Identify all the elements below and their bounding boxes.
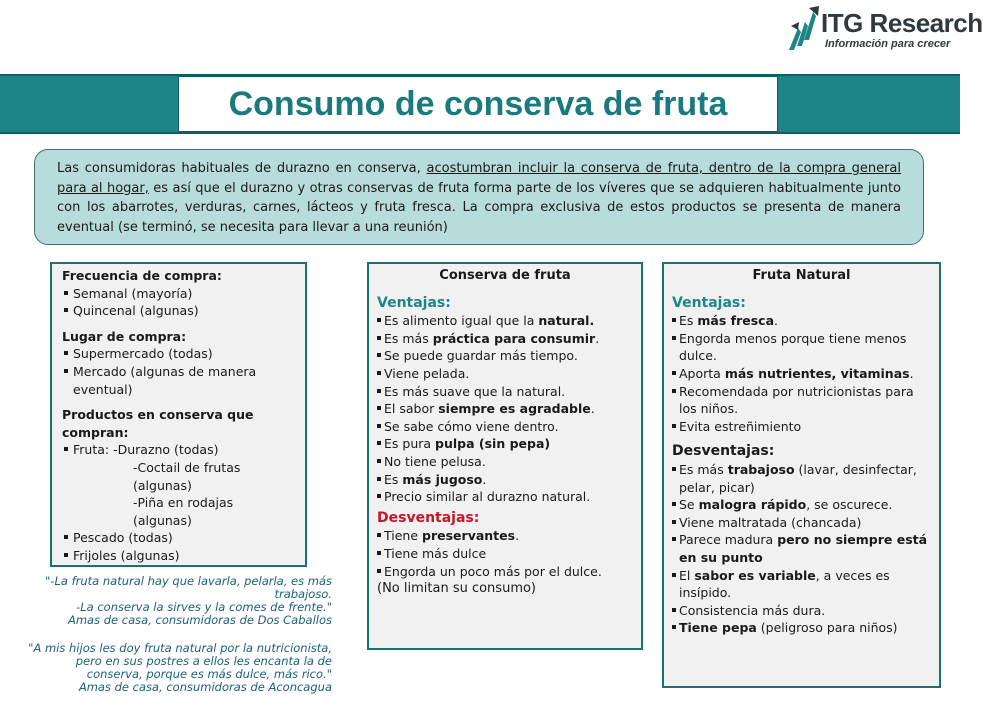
- frequency-list: [62, 285, 295, 320]
- fruit-item: Fruta: -Durazno (todas): [73, 442, 219, 458]
- list-item: Viene maltratada (chancada): [672, 514, 931, 532]
- list-item: Pescado (todas): [62, 529, 295, 547]
- company-logo: [785, 6, 983, 52]
- quote-line: trabajoso.: [274, 587, 332, 601]
- frequency-label: Frecuencia de compra:: [62, 268, 222, 283]
- list-item: Se malogra rápido, se oscurece.: [672, 496, 931, 514]
- page-title: Consumo de conserva de fruta: [228, 84, 728, 123]
- quote-line: -La conserva la sirves y la comes de frente.": [76, 600, 332, 614]
- list-item: [62, 441, 295, 529]
- summary-underlined: acostumbran incluir la conserva de fruta, dentro de la compra general para al hogar,: [57, 161, 901, 196]
- quote-line: conserva, porque es más dulce, más rico.": [86, 667, 332, 681]
- list-item: Semanal (mayoría): [62, 285, 295, 303]
- list-item: Engorda menos porque tiene menos dulce.: [672, 330, 931, 365]
- list-item: Es alimento igual que la natural.: [377, 312, 633, 330]
- advantages-label: Ventajas:: [672, 294, 746, 311]
- advantages-label: Ventajas:: [377, 294, 451, 311]
- disadvantages-label: Desventajas:: [672, 443, 775, 460]
- list-item: Precio similar al durazno natural.: [377, 488, 633, 506]
- advantages-list: [377, 312, 633, 506]
- list-item: Es más práctica para consumir.: [377, 330, 633, 348]
- list-item: Frijoles (algunas): [62, 547, 295, 565]
- list-item: Se sabe cómo viene dentro.: [377, 418, 633, 436]
- title-box: [178, 76, 778, 132]
- place-list: [62, 345, 295, 398]
- list-item: Viene pelada.: [377, 365, 633, 383]
- list-item: Evita estreñimiento: [672, 418, 931, 436]
- place-label: Lugar de compra:: [62, 328, 187, 344]
- list-item: Recomendada por nutricionistas para los niños.: [672, 383, 931, 418]
- quote-line: "A mis hijos les doy fruta natural por la nutricionista,: [28, 641, 332, 655]
- list-item: Supermercado (todas): [62, 345, 295, 363]
- list-item: Tiene pepa (peligroso para niños): [672, 619, 931, 637]
- logo-mark-icon: [785, 6, 821, 52]
- products-label: Productos en conserva que compran:: [62, 407, 254, 440]
- list-item: Tiene más dulce: [377, 545, 633, 563]
- list-item: Se puede guardar más tiempo.: [377, 347, 633, 365]
- disadvantages-label: Desventajas:: [377, 509, 480, 526]
- list-item: Mercado (algunas de manera eventual): [62, 363, 295, 398]
- quote-attribution: Amas de casa, consumidoras de Dos Caballos: [67, 613, 332, 627]
- list-item: Es más trabajoso (lavar, desinfectar, pelar, picar): [672, 461, 931, 496]
- logo-tagline: Información para crecer: [825, 38, 951, 50]
- list-item: Tiene preservantes.: [377, 527, 633, 545]
- disadvantages-list: [672, 461, 931, 637]
- list-item: Aporta más nutrientes, vitaminas.: [672, 365, 931, 383]
- natural-fruit-panel: [662, 262, 941, 688]
- quote-line: "-La fruta natural hay que lavarla, pelarla, es más: [45, 574, 332, 588]
- consumer-quote-2: [6, 642, 332, 694]
- products-list: [62, 441, 295, 564]
- panel-title: Fruta Natural: [752, 268, 851, 283]
- summary-box: [34, 149, 924, 245]
- fruit-sub-item: -Piña en rodajas (algunas): [133, 495, 234, 528]
- list-item: El sabor siempre es agradable.: [377, 400, 633, 418]
- list-item: Es pura pulpa (sin pepa): [377, 435, 633, 453]
- summary-part-1: Las consumidoras habituales de durazno en conserva,: [57, 161, 427, 176]
- summary-part-3: es así que el durazno y otras conservas de fruta forma parte de los víveres que se adquieren habitualmente junto con los abarrotes, verduras, carnes, lácteos y fruta fresca. La compra exclusiva de estos productos se presenta de manera eventual (se terminó, se necesita para llevar a una reunión): [57, 180, 901, 235]
- summary-text: [57, 159, 901, 237]
- list-item: Parece madura pero no siempre está en su punto: [672, 531, 931, 566]
- list-item: Consistencia más dura.: [672, 602, 931, 620]
- consumption-note: (No limitan su consumo): [377, 581, 537, 597]
- list-item: El sabor es variable, a veces es insípido.: [672, 567, 931, 602]
- list-item: Quincenal (algunas): [62, 302, 295, 320]
- list-item: Es más suave que la natural.: [377, 383, 633, 401]
- quote-attribution: Amas de casa, consumidoras de Aconcagua: [78, 680, 332, 694]
- logo-brand: ITG Research: [821, 8, 983, 38]
- list-item: Es más fresca.: [672, 312, 931, 330]
- canned-fruit-panel: [367, 262, 643, 650]
- fruit-sub-item: -Coctail de frutas (algunas): [133, 459, 241, 493]
- consumer-quote-1: [20, 575, 332, 627]
- list-item: Engorda un poco más por el dulce.: [377, 563, 633, 581]
- list-item: Es más jugoso.: [377, 471, 633, 489]
- purchase-info-panel: [50, 262, 307, 567]
- disadvantages-list: [377, 527, 633, 580]
- panel-title: Conserva de fruta: [439, 268, 571, 283]
- advantages-list: [672, 312, 931, 435]
- quote-line: pero en sus postres a ellos les encanta la de: [75, 654, 332, 668]
- list-item: No tiene pelusa.: [377, 453, 633, 471]
